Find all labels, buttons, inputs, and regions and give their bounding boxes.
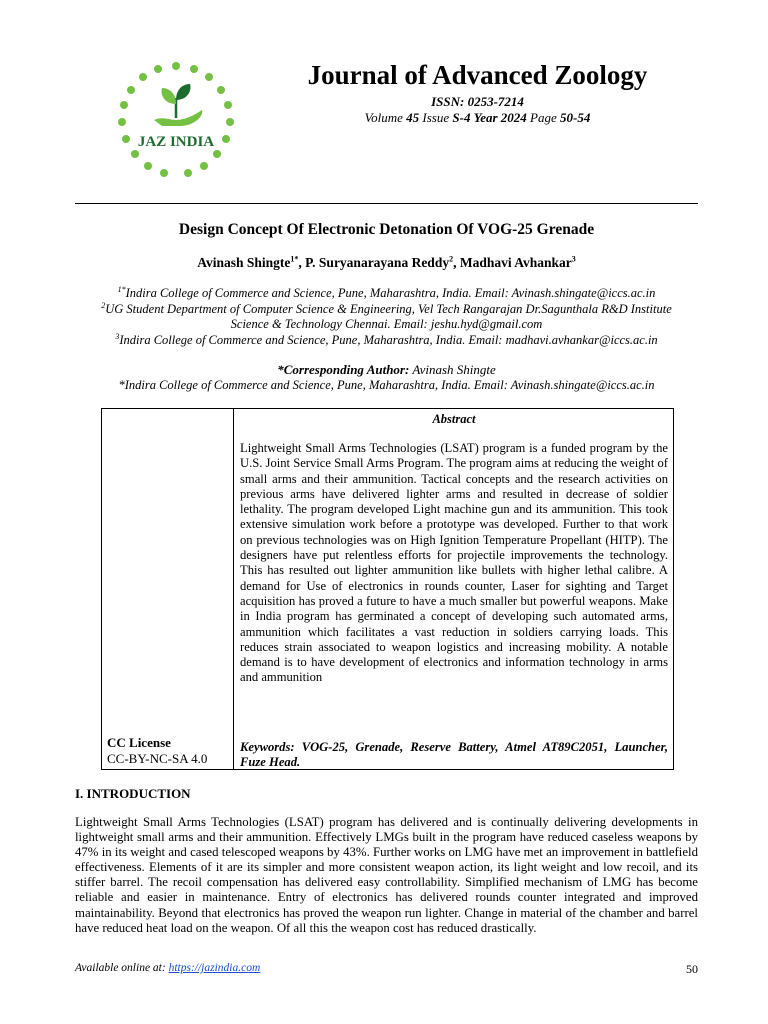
section-heading-introduction: I. INTRODUCTION bbox=[75, 786, 191, 801]
journal-volume-line bbox=[240, 110, 715, 126]
paper-title: Design Concept Of Electronic Detonation Of VOG-25 Grenade bbox=[178, 221, 595, 238]
issue-number: S-4 bbox=[452, 110, 471, 125]
cc-license-value: CC-BY-NC-SA 4.0 bbox=[107, 751, 208, 766]
header-divider bbox=[75, 203, 698, 204]
plant-icon bbox=[154, 84, 202, 126]
affiliation-1 bbox=[75, 286, 698, 301]
logo-text: JAZ INDIA bbox=[137, 134, 215, 150]
author-separator: , bbox=[298, 255, 306, 270]
corresponding-author bbox=[75, 362, 698, 377]
introduction-text: Lightweight Small Arms Technologies (LSAT) program has delivered and is continually delivering developments in lightweight small arms and their ammunition. Effectively LMGs built in the program have reduced caseless weapons by 47% in its weight and cased telescoped weapons by 43%. Further works on LMG have met an improvement in battlefield effectiveness. Elements of it are its simpler and more consistent weapon action, its light weight and low recoil, and its stiffer barrel. The recoil compensation has delivered easy controllability. Simplified mechanism of LMG has become reliable and easier in maintenance. Entry of electronics has delivered rounds counter integrated and improved maintainability. Beyond that electronics has proved the weapon run lighter. Change in material of the chamber and barrel have reduced heat load on the weapon. Of all this the weapon cost has reduced drastically. bbox=[75, 815, 698, 935]
journal-issn: ISSN: 0253-7214 bbox=[431, 94, 524, 109]
author-list bbox=[75, 255, 698, 271]
corresponding-label: *Corresponding Author: bbox=[277, 362, 410, 377]
keywords: Keywords: VOG-25, Grenade, Reserve Battery, Atmel AT89C2051, Launcher, Fuze Head. bbox=[240, 740, 668, 769]
corresponding-name: Avinash Shingte bbox=[412, 362, 496, 377]
abstract-heading: Abstract bbox=[432, 412, 476, 426]
abstract-text: Lightweight Small Arms Technologies (LSAT) program is a funded program by the U.S. Joint Service Small Arms Program. The program aims at reducing the weight of small arms and their ammunition. Tactical concepts and the research activities on previous arms have delivered lighter arms and resulted in decrease of soldier lethality. The program developed Light machine gun and its ammunition. This took extensive simulation work before a prototype was developed. Further to that work on previous technologies was on High Ignition Temperature Propellant (HITP). The designers have put relentless efforts for projectile improvements the technology. This has resulted out lighter ammunition like bullets with higher lethal calibre. A demand for Use of electronics in rounds counter, Laser for sighting and Target acquisition has proved a future to have a much smaller but powerful weapons. Make in India program has germinated a concept of developing such automated arms, ammunition which facilitates a vast reduction in soldiers carrying loads. This reduces strain associated to weapon logistics and increasing mobility. A notable demand is to have development of electronics and information technology in arms and ammunition bbox=[240, 441, 668, 685]
affiliation-sup: 3 bbox=[115, 331, 120, 341]
author-sup: 3 bbox=[571, 254, 576, 264]
affiliation-text: Indira College of Commerce and Science, Pune, Maharashtra, India. Email: Avinash.shingate@iccs.ac.in bbox=[125, 286, 656, 300]
author-separator: , bbox=[453, 255, 460, 270]
page-range: 50-54 bbox=[560, 110, 591, 125]
affiliation-sup: 2 bbox=[101, 300, 106, 310]
author-name: P. Suryanarayana Reddy bbox=[305, 255, 450, 270]
footer-availability bbox=[75, 962, 260, 974]
journal-website-link[interactable]: https://jazindia.com bbox=[168, 962, 261, 974]
journal-title: Journal of Advanced Zoology bbox=[307, 60, 648, 90]
year: Year 2024 bbox=[473, 110, 527, 125]
author-name: Madhavi Avhankar bbox=[459, 255, 572, 270]
affiliation-sup: 1* bbox=[117, 284, 126, 294]
volume-label: Volume bbox=[364, 110, 403, 125]
page-number: 50 bbox=[686, 962, 698, 976]
volume-number: 45 bbox=[406, 110, 420, 125]
affiliation-text: Indira College of Commerce and Science, Pune, Maharashtra, India. Email: madhavi.avhankar@iccs.ac.in bbox=[119, 333, 658, 347]
page-label: Page bbox=[530, 110, 557, 125]
issue-label: Issue bbox=[422, 110, 450, 125]
journal-logo bbox=[116, 60, 236, 180]
author-sup: 2 bbox=[449, 254, 454, 264]
affiliation-text: UG Student Department of Computer Science & Engineering, Vel Tech Rangarajan Dr.Sagunthala R&D Institute Science & Technology Chennai. Email: jeshu.hyd@gmail.com bbox=[105, 302, 672, 331]
affiliation-3 bbox=[75, 333, 698, 348]
corresponding-affiliation: *Indira College of Commerce and Science, Pune, Maharashtra, India. Email: Avinash.shingate@iccs.ac.in bbox=[118, 378, 655, 392]
author-sup: 1* bbox=[290, 254, 299, 264]
cc-license-label: CC License bbox=[107, 735, 171, 750]
affiliation-2 bbox=[85, 302, 688, 332]
abstract-column-divider bbox=[233, 408, 234, 770]
footer-label: Available online at: bbox=[75, 962, 166, 974]
author-name: Avinash Shingte bbox=[197, 255, 291, 270]
